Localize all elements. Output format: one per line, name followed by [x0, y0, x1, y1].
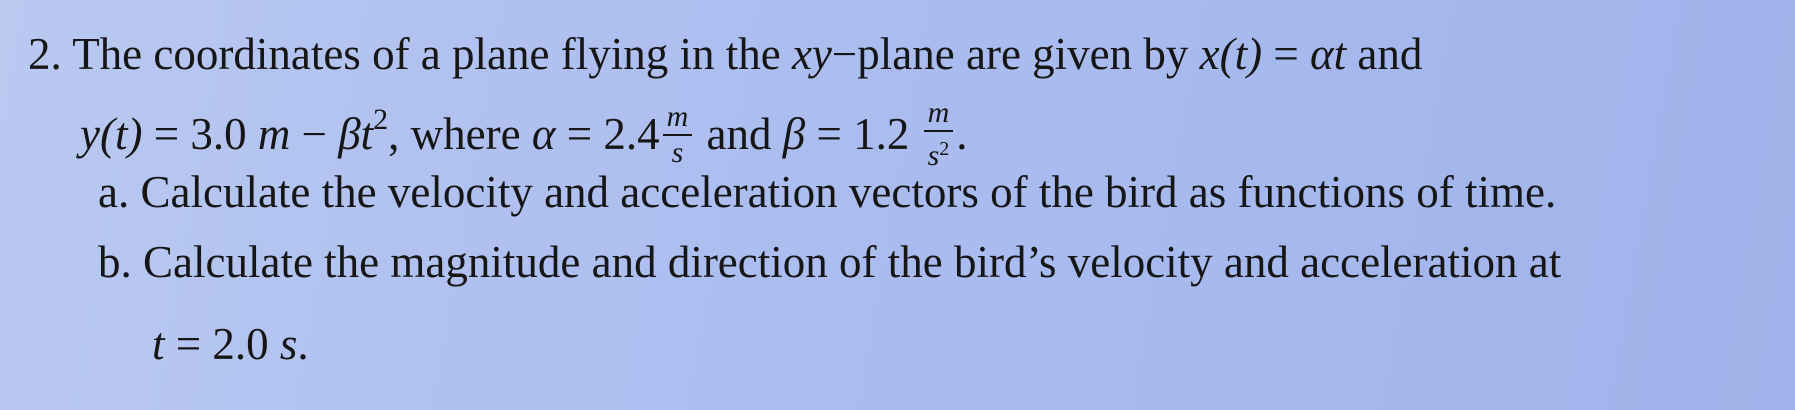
part-b-continuation: [152, 318, 309, 370]
part-b-label: b.: [98, 237, 132, 287]
problem-line-1: [28, 28, 1422, 80]
equals-sign: =: [1273, 29, 1299, 79]
equals-sign: =: [153, 109, 180, 159]
part-b: [98, 236, 1561, 288]
part-a: [98, 166, 1556, 218]
value-three: 3.0: [190, 109, 247, 159]
part-b-period: .: [297, 319, 309, 369]
and-text: and: [706, 109, 772, 159]
beta-symbol: β: [782, 109, 806, 159]
fraction-numerator: m: [927, 96, 950, 130]
equals-sign: =: [816, 109, 842, 159]
alpha-t: αt: [1309, 29, 1347, 79]
xy-symbol: xy: [791, 29, 832, 79]
line1-and: and: [1357, 29, 1423, 79]
minus-sign: −: [301, 109, 327, 159]
alpha-symbol: α: [531, 109, 556, 159]
problem-line-2: [80, 94, 968, 175]
time-value: 2.0: [212, 319, 269, 369]
exponent-two: 2: [373, 103, 389, 136]
where-text: , where: [388, 109, 521, 159]
unit-m: m: [257, 109, 291, 159]
part-b-text: Calculate the magnitude and direction of the bird’s velocity and acceleration at: [143, 237, 1562, 287]
fraction-numerator: m: [666, 99, 689, 133]
equals-sign: =: [566, 109, 593, 159]
beta-value: 1.2: [853, 109, 910, 159]
beta-t: βt: [338, 109, 374, 159]
unit-s: s: [279, 319, 298, 369]
denominator-exponent: 2: [939, 138, 950, 161]
part-a-label: a.: [98, 167, 130, 217]
t-symbol: t: [152, 319, 165, 369]
x-of-t: x(t): [1199, 29, 1263, 79]
equals-sign: =: [175, 319, 202, 369]
line2-period: .: [956, 109, 968, 159]
fraction-denominator: s: [671, 135, 684, 169]
line1-text-b: −plane are given by: [831, 29, 1189, 79]
fraction-bar: [924, 130, 954, 132]
fraction-m-per-s: [663, 99, 693, 169]
denominator-base: s: [927, 139, 940, 173]
alpha-value: 2.4: [603, 109, 660, 159]
fraction-m-per-s-squared: [924, 98, 954, 171]
part-a-text: Calculate the velocity and acceleration vectors of the bird as functions of time.: [140, 167, 1557, 217]
line1-text-a: The coordinates of a plane flying in the: [72, 29, 781, 79]
problem-number: 2.: [28, 29, 62, 79]
y-of-t: y(t): [80, 109, 143, 159]
